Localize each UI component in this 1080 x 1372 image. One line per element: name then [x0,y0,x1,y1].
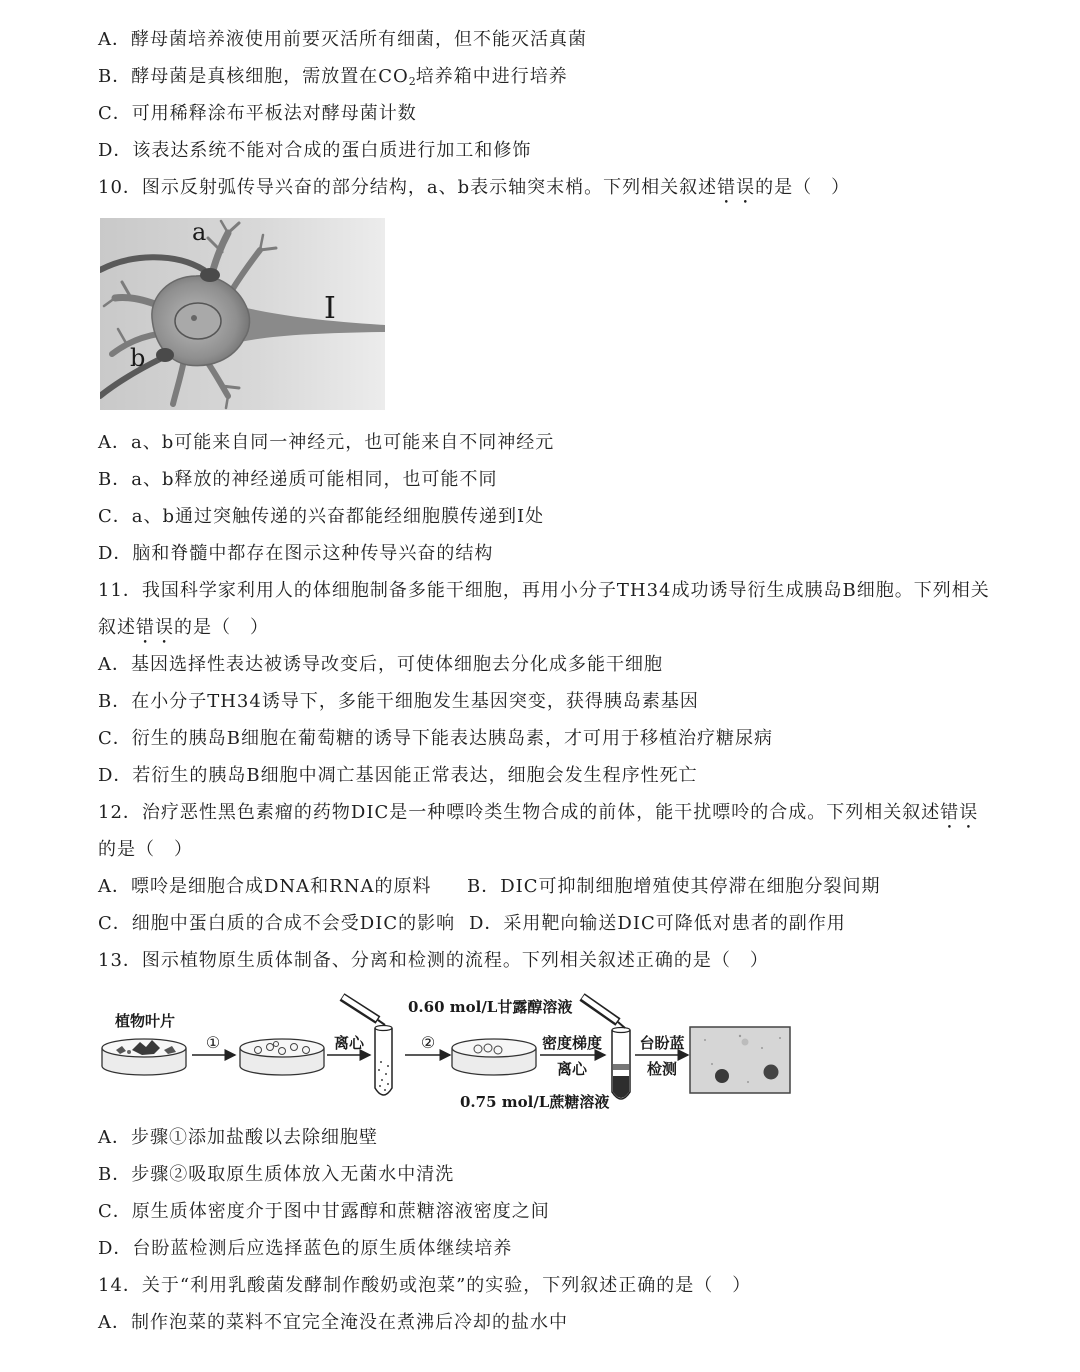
q10-stem-emphasis: 错误 [717,177,756,198]
q10-option-a: A．a、b可能来自同一神经元，也可能来自不同神经元 [98,432,555,453]
cell-dot [715,1069,729,1083]
q12-option-a: A．嘌呤是细胞合成DNA和RNA的原料 [98,876,432,897]
q11-option-d: D．若衍生的胰岛B细胞中凋亡基因能正常表达，细胞会发生程序性死亡 [98,765,698,786]
q13-option-c: C．原生质体密度介于图中甘露醇和蔗糖溶液密度之间 [98,1201,550,1222]
pipette-1 [342,997,385,1025]
petri-dish-enzymolysis [240,1039,324,1075]
q9-option-b-text-end: 培养箱中进行培养 [415,66,568,87]
q13-option-a: A．步骤①添加盐酸以去除细胞壁 [98,1127,378,1148]
q14-stem: 14．关于“利用乳酸菌发酵制作酸奶或泡菜”的实验，下列叙述正确的是（ ） [98,1275,752,1296]
test-tube-1 [375,1026,392,1096]
q10-option-d: D．脑和脊髓中都存在图示这种传导兴奋的结构 [98,543,494,564]
microscope-field [690,1027,790,1093]
q13-option-b: B．步骤②吸取原生质体放入无菌水中清洗 [98,1164,455,1185]
q10-option-c: C．a、b通过突触传递的兴奋都能经细胞膜传递到I处 [98,506,545,527]
centrifuge1-label: 离心 [333,1034,365,1052]
label-i: I [324,291,336,326]
cell-dot [764,1065,779,1080]
protoplast-flow-diagram [100,990,795,1114]
q9-option-b-text: B．酵母菌是真核细胞，需放置在CO [98,66,409,87]
q11-option-a: A．基因选择性表达被诱导改变后，可使体细胞去分化成多能干细胞 [98,654,663,675]
sucrose-label: 0.75 mol/L蔗糖溶液 [460,1093,610,1111]
gradient-label: 密度梯度 [541,1034,603,1052]
detect-label: 检测 [646,1060,678,1078]
q12-stem-line2: 的是（ ） [98,839,193,860]
pipette-2 [582,997,625,1028]
q11-stem-text: 叙述 [98,617,136,638]
q10-stem [98,175,850,201]
label-a: a [192,218,207,246]
q11-option-b: B．在小分子TH34诱导下，多能干细胞发生基因突变，获得胰岛素基因 [98,691,699,712]
q10-stem-tail: 的是（ ） [755,177,851,198]
test-tube-2 [612,1028,630,1100]
q11-stem-line2 [98,615,269,641]
q9-option-d: D．该表达系统不能对合成的蛋白质进行加工和修饰 [98,140,532,161]
label-b: b [130,344,146,372]
nucleolus [191,315,197,321]
nucleus [175,303,221,339]
step1-marker: ① [205,1033,221,1052]
q12-option-d: D．采用靶向输送DIC可降低对患者的副作用 [469,913,846,934]
q12-stem-line1 [98,800,978,826]
q11-stem-tail: 的是（ ） [174,617,269,638]
q9-option-a: A．酵母菌培养液使用前要灭活所有细菌，但不能灭活真菌 [98,29,587,50]
q9-option-b [98,64,568,90]
step2-marker: ② [420,1033,436,1052]
mannitol-label: 0.60 mol/L甘露醇溶液 [408,998,573,1016]
q11-stem-line1: 11．我国科学家利用人的体细胞制备多能干细胞，再用小分子TH34成功诱导衍生成胰岛B细胞。下列相关 [98,580,990,601]
q12-stem-emphasis: 错误 [940,802,979,823]
q11-stem-emphasis: 错误 [136,617,174,638]
q12-option-c: C．细胞中蛋白质的合成不会受DIC的影响 [98,913,456,934]
q14-option-a: A．制作泡菜的菜料不宜完全淹没在煮沸后冷却的盐水中 [98,1312,568,1333]
petri-dish-wash [452,1039,536,1075]
q13-option-d: D．台盼蓝检测后应选择蓝色的原生质体继续培养 [98,1238,513,1259]
q9-option-c: C．可用稀释涂布平板法对酵母菌计数 [98,103,417,124]
centrifuge2-label: 离心 [556,1060,588,1078]
q12-option-b: B．DIC可抑制细胞增殖使其停滞在细胞分裂间期 [467,876,881,897]
sucrose-layer [613,1076,629,1098]
leaf-label: 植物叶片 [115,1012,176,1030]
protoplast-band [613,1064,629,1070]
petri-dish-leaf [102,1039,186,1075]
trypan-label: 台盼蓝 [639,1034,685,1052]
q13-stem: 13．图示植物原生质体制备、分离和检测的流程。下列相关叙述正确的是（ ） [98,950,769,971]
neuron-figure [100,218,385,410]
q10-stem-text: 10．图示反射弧传导兴奋的部分结构，a、b表示轴突末梢。下列相关叙述 [98,177,718,198]
q12-stem-text: 12．治疗恶性黑色素瘤的药物DIC是一种嘌呤类生物合成的前体，能干扰嘌呤的合成。下列相关叙述 [98,802,941,823]
q11-option-c: C．衍生的胰岛B细胞在葡萄糖的诱导下能表达胰岛素，才可用于移植治疗糖尿病 [98,728,773,749]
q9-option-b-subscript: 2 [408,75,416,88]
q10-option-b: B．a、b释放的神经递质可能相同，也可能不同 [98,469,498,490]
